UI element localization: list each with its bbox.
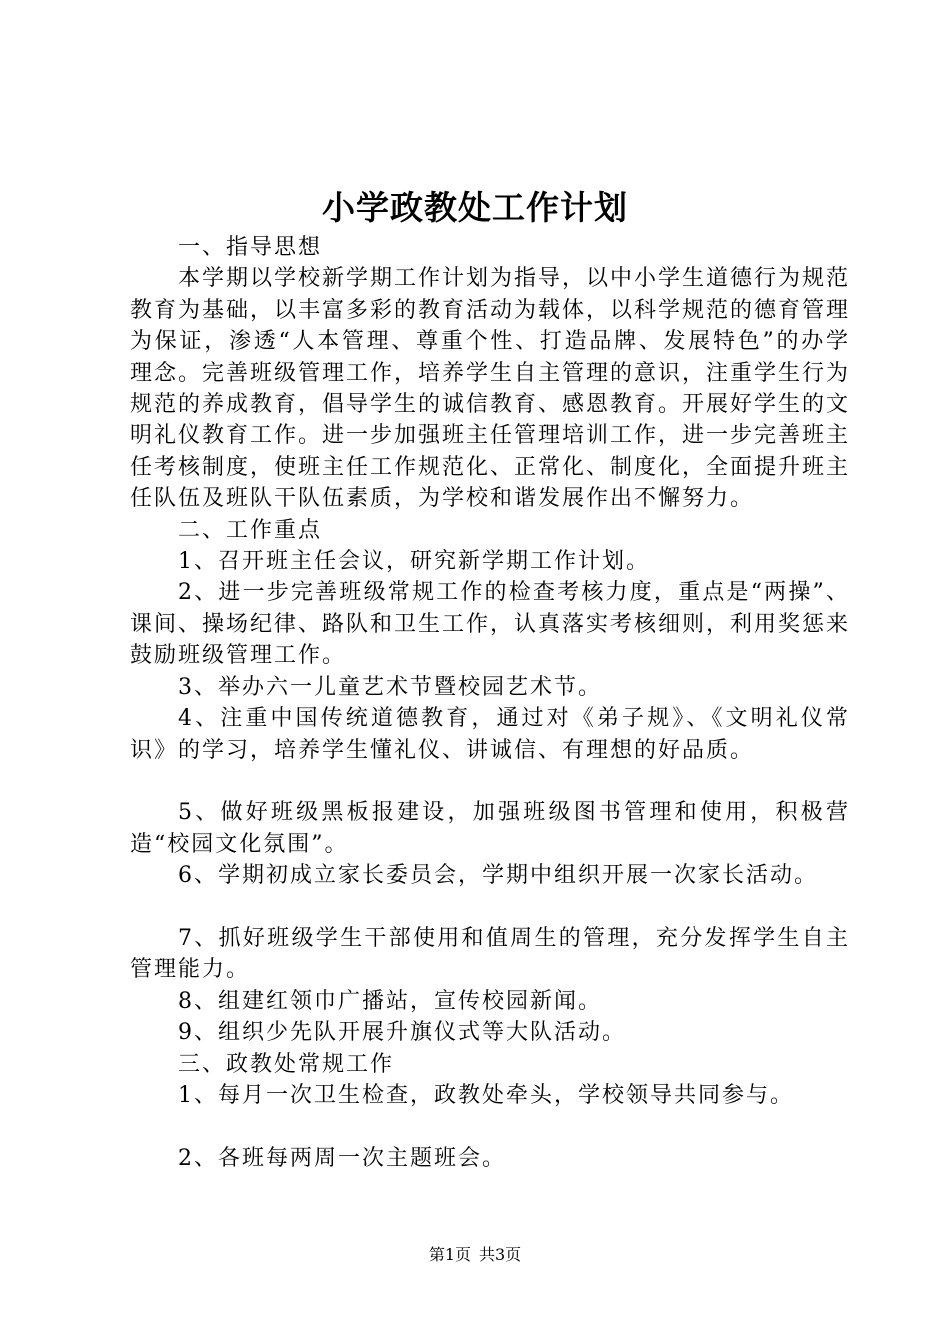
- section-heading-routine-work: 三、政教处常规工作: [178, 1051, 395, 1077]
- page-number-total: 共3页: [479, 1245, 522, 1264]
- paragraph-guiding-thought: 本学期以学校新学期工作计划为指导，以中小学生道德行为规范教育为基础，以丰富多彩的教育活动为载体，以科学规范的德育管理为保证，渗透“人本管理、尊重个性、打造品牌、发展特色”的办学理念。完善班级管理工作，培养学生自主管理的意识，注重学生行为规范的养成教育，倡导学生的诚信教育、感恩教育。开展好学生的文明礼仪教育工作。进一步加强班主任管理培训工作，进一步完善班主任考核制度，使班主任工作规范化、正常化、制度化，全面提升班主任队伍及班队干队伍素质，为学校和谐发展作出不懈努力。: [130, 266, 851, 512]
- list-item-2: 2、进一步完善班级常规工作的检查考核力度，重点是“两操”、课间、操场纪律、路队和卫生工作，认真落实考核细则，利用奖惩来鼓励班级管理工作。: [130, 580, 851, 669]
- page-footer: [0, 1243, 950, 1267]
- document-body: [130, 232, 850, 1174]
- list-item-3: 3、举办六一儿童艺术节暨校园艺术节。: [178, 674, 602, 700]
- page-number-current: 第1页: [428, 1245, 471, 1264]
- routine-item-1: 1、每月一次卫生检查，政教处牵头，学校领导共同参与。: [178, 1082, 794, 1108]
- list-item-4: 4、注重中国传统道德教育，通过对《弟子规》、《文明礼仪常识》的学习，培养学生懂礼仪、讲诚信、有理想的好品质。: [130, 706, 850, 763]
- list-item-5: 5、做好班级黑板报建设，加强班级图书管理和使用，积极营造“校园文化氛围”。: [130, 800, 850, 857]
- list-item-9: 9、组织少先队开展升旗仪式等大队活动。: [178, 1020, 626, 1046]
- document-title: 小学政教处工作计划: [322, 188, 628, 227]
- section-heading-work-focus: 二、工作重点: [178, 517, 323, 543]
- routine-item-2: 2、各班每两周一次主题班会。: [178, 1145, 506, 1171]
- list-item-6: 6、学期初成立家长委员会，学期中组织开展一次家长活动。: [178, 863, 818, 889]
- section-heading-guiding-thought: 一、指导思想: [178, 235, 323, 260]
- list-item-1: 1、召开班主任会议，研究新学期工作计划。: [178, 549, 650, 575]
- list-item-8: 8、组建红领巾广播站，宣传校园新闻。: [178, 988, 602, 1014]
- list-item-7: 7、抓好班级学生干部使用和值周生的管理，充分发挥学生自主管理能力。: [130, 925, 850, 983]
